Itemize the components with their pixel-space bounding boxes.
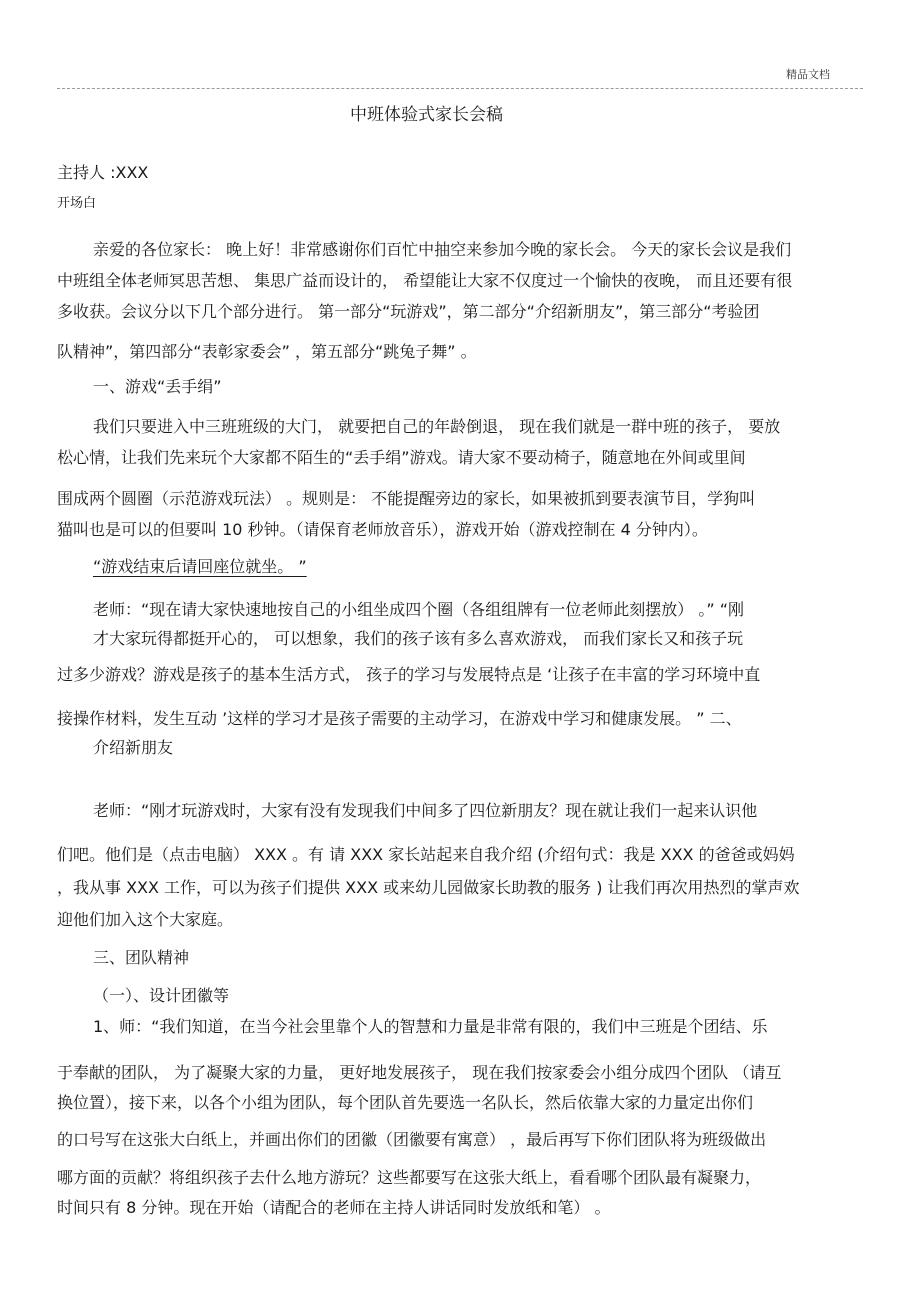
paragraph-line: 接操作材料，发生互动 ’这样的学习才是孩子需要的主动学习，在游戏中学习和健康发展。 ” 二、	[57, 709, 742, 728]
paragraph-line: 换位置），接下来，以各个小组为团队，每个团队首先要选一名队长，然后依靠大家的力量定出你们	[57, 1093, 754, 1112]
opening-label: 开场白	[57, 196, 97, 211]
paragraph-line: 过多少游戏？游戏是孩子的基本生活方式， 孩子的学习与发展特点是 ‘让孩子在丰富的学习环境中直	[57, 665, 761, 684]
paragraph-line: ，我从事 XXX 工作，可以为孩子们提供 XXX 或来幼儿园做家长助教的服务 ) 让我们再次用热烈的掌声欢	[57, 878, 800, 897]
header-tag: 精品文档	[786, 68, 830, 81]
paragraph-line: 哪方面的贡献？将组织孩子去什么地方游玩？这些都要写在这张大纸上，看看哪个团队最有凝聚力，	[57, 1168, 762, 1187]
host-line: 主持人 :XXX	[57, 163, 149, 182]
paragraph-line: 队精神”，第四部分“表彰家委会” ，第五部分“跳兔子舞” 。	[57, 342, 477, 361]
paragraph-line: 老师：“刚才玩游戏时，大家有没有发现我们中间多了四位新朋友？现在就让我们一起来认识他	[93, 801, 758, 820]
paragraph-line: 才大家玩得都挺开心的， 可以想象，我们的孩子该有多么喜欢游戏， 而我们家长又和孩子玩	[93, 629, 744, 648]
paragraph-line: 的口号写在这张大白纸上，并画出你们的团徽（团徽要有寓意） ，最后再写下你们团队将为班级做出	[57, 1130, 767, 1149]
paragraph-line: 亲爱的各位家长： 晚上好！非常感谢你们百忙中抽空来参加今晚的家长会。 今天的家长会议是我们	[93, 240, 792, 259]
paragraph-line: 时间只有 8 分钟。现在开始（请配合的老师在主持人讲话同时发放纸和笔） 。	[57, 1198, 611, 1217]
paragraph-line: 松心情，让我们先来玩个大家都不陌生的“丢手绢”游戏。请大家不要动椅子，随意地在外间或里间	[57, 448, 746, 467]
section-heading: 三、团队精神	[93, 948, 190, 967]
paragraph-line: 于奉献的团队， 为了凝聚大家的力量， 更好地发展孩子， 现在我们按家委会小组分成四个团队 （请互	[57, 1063, 782, 1082]
paragraph-line: 多收获。会议分以下几个部分进行。 第一部分“玩游戏”，第二部分“介绍新朋友”，第三部分“考验团	[57, 302, 760, 321]
underlined-quote: “游戏结束后请回座位就坐。 ”	[93, 557, 307, 576]
section-heading: 介绍新朋友	[93, 738, 174, 757]
section-heading: 一、游戏“丢手绢”	[93, 377, 222, 396]
paragraph-line: 猫叫也是可以的但要叫 10 秒钟。（请保育老师放音乐），游戏开始（游戏控制在 4 分钟内）。	[57, 520, 708, 539]
paragraph-line: 中班组全体老师冥思苦想、 集思广益而设计的， 希望能让大家不仅度过一个愉快的夜晚， 而且还要有很	[57, 271, 793, 290]
paragraph-line: 围成两个圆圈（示范游戏玩法） 。规则是： 不能提醒旁边的家长，如果被抓到要表演节目，学狗叫	[57, 489, 756, 508]
paragraph-line: 老师：“现在请大家快速地按自己的小组坐成四个圈（各组组牌有一位老师此刻摆放） 。” “刚	[93, 600, 745, 619]
paragraph-line: 迎他们加入这个大家庭。	[57, 910, 234, 929]
header-divider	[57, 88, 863, 89]
paragraph-line: 们吧。他们是（点击电脑） XXX 。有 请 XXX 家长站起来自我介绍 (介绍句式：我是 XXX 的爸爸或妈妈	[57, 845, 795, 864]
subsection-heading: （一）、设计团徽等	[93, 986, 230, 1005]
paragraph-line: 1、师：“我们知道，在当今社会里靠个人的智慧和力量是非常有限的，我们中三班是个团结、乐	[93, 1017, 768, 1036]
document-title: 中班体验式家长会稿	[350, 105, 503, 125]
paragraph-line: 我们只要进入中三班班级的大门， 就要把自己的年龄倒退， 现在我们就是一群中班的孩子， 要放	[93, 417, 781, 436]
